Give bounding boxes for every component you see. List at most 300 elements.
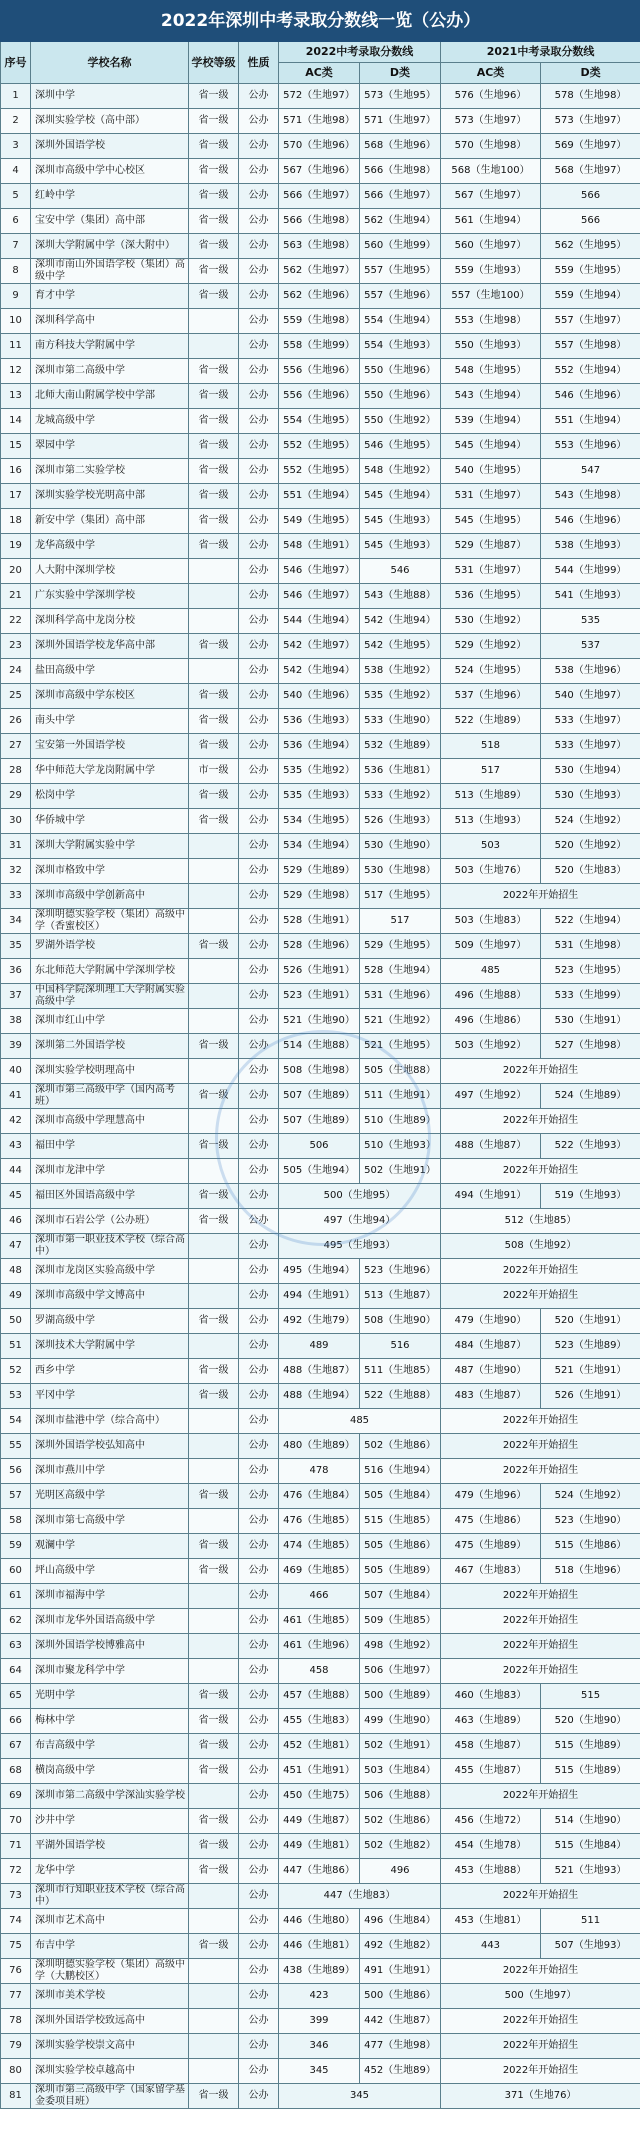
cell-2021-ac: 561（生地94） xyxy=(441,209,541,234)
cell-school-type: 公办 xyxy=(239,1834,279,1859)
cell-school-name: 深圳科学高中 xyxy=(31,309,189,334)
cell-school-level xyxy=(189,959,239,984)
cell-2022-ac: 446（生地80） xyxy=(279,1909,360,1934)
cell-school-name: 龙华高级中学 xyxy=(31,534,189,559)
cell-school-type: 公办 xyxy=(239,709,279,734)
cell-school-name: 深圳市盐港中学（综合高中） xyxy=(31,1409,189,1434)
cell-school-type: 公办 xyxy=(239,409,279,434)
cell-2021-d: 523（生地95） xyxy=(541,959,640,984)
cell-2022-d: 530（生地98） xyxy=(360,859,441,884)
cell-2021-d: 515（生地86） xyxy=(541,1534,640,1559)
cell-index: 28 xyxy=(1,759,31,784)
cell-2021-ac: 455（生地87） xyxy=(441,1759,541,1784)
cell-index: 3 xyxy=(1,134,31,159)
cell-2022-d: 531（生地96） xyxy=(360,984,441,1009)
cell-2021-ac: 531（生地97） xyxy=(441,559,541,584)
table-row xyxy=(1,909,640,934)
cell-2021-ac: 536（生地95） xyxy=(441,584,541,609)
cell-school-name: 盐田高级中学 xyxy=(31,659,189,684)
cell-school-name: 坪山高级中学 xyxy=(31,1559,189,1584)
cell-school-name: 深圳科学高中龙岗分校 xyxy=(31,609,189,634)
table-row xyxy=(1,1634,640,1659)
cell-2022-ac: 556（生地96） xyxy=(279,384,360,409)
cell-index: 79 xyxy=(1,2034,31,2059)
cell-index: 68 xyxy=(1,1759,31,1784)
table-row xyxy=(1,1134,640,1159)
cell-school-name: 深圳外国语学校致远高中 xyxy=(31,2009,189,2034)
cell-school-name: 深圳市格致中学 xyxy=(31,859,189,884)
cell-index: 37 xyxy=(1,984,31,1009)
cell-index: 6 xyxy=(1,209,31,234)
cell-school-name: 深圳市美术学校 xyxy=(31,1984,189,2009)
cell-school-level xyxy=(189,1284,239,1309)
cell-index: 38 xyxy=(1,1009,31,1034)
cell-2021-ac: 479（生地96） xyxy=(441,1484,541,1509)
cell-school-name: 深圳市红山中学 xyxy=(31,1009,189,1034)
cell-2022-d: 505（生地84） xyxy=(360,1484,441,1509)
cell-2021-d: 515（生地84） xyxy=(541,1834,640,1859)
cell-index: 21 xyxy=(1,584,31,609)
cell-school-name: 深圳大学附属实验中学 xyxy=(31,834,189,859)
cell-school-level xyxy=(189,2009,239,2034)
cell-2021-ac: 483（生地87） xyxy=(441,1384,541,1409)
cell-2021-ac: 500（生地97） xyxy=(441,1984,640,2009)
cell-school-type: 公办 xyxy=(239,384,279,409)
cell-school-name: 华侨城中学 xyxy=(31,809,189,834)
header-2022-scores: 2022中考录取分数线 xyxy=(279,42,441,63)
cell-school-name: 深圳外国语学校博雅高中 xyxy=(31,1634,189,1659)
cell-2021-ac: 503 xyxy=(441,834,541,859)
cell-2022-ac: 480（生地89） xyxy=(279,1434,360,1459)
cell-school-type: 公办 xyxy=(239,534,279,559)
cell-school-name: 南头中学 xyxy=(31,709,189,734)
cell-2022-ac: 449（生地81） xyxy=(279,1834,360,1859)
cell-2021-ac: 458（生地87） xyxy=(441,1734,541,1759)
cell-2021-d: 515 xyxy=(541,1684,640,1709)
cell-school-type: 公办 xyxy=(239,434,279,459)
cell-2022-ac: 500（生地95） xyxy=(279,1184,441,1209)
cell-2022-ac: 474（生地85） xyxy=(279,1534,360,1559)
cell-2022-ac: 461（生地96） xyxy=(279,1634,360,1659)
cell-2021-ac: 545（生地95） xyxy=(441,509,541,534)
cell-2021-d: 507（生地93） xyxy=(541,1934,640,1959)
cell-index: 30 xyxy=(1,809,31,834)
table-row xyxy=(1,1259,640,1284)
cell-school-name: 布吉中学 xyxy=(31,1934,189,1959)
cell-2022-d: 529（生地95） xyxy=(360,934,441,959)
table-row xyxy=(1,959,640,984)
cell-2022-ac: 548（生地91） xyxy=(279,534,360,559)
cell-2022-d: 506（生地88） xyxy=(360,1784,441,1809)
cell-2022-d: 507（生地84） xyxy=(360,1584,441,1609)
cell-2022-ac: 488（生地87） xyxy=(279,1359,360,1384)
table-row xyxy=(1,184,640,209)
cell-school-level xyxy=(189,1409,239,1434)
cell-index: 4 xyxy=(1,159,31,184)
cell-index: 35 xyxy=(1,934,31,959)
cell-2022-d: 533（生地92） xyxy=(360,784,441,809)
cell-2022-ac: 399 xyxy=(279,2009,360,2034)
cell-school-type: 公办 xyxy=(239,1809,279,1834)
cell-2022-ac: 449（生地87） xyxy=(279,1809,360,1834)
cell-2022-ac: 566（生地97） xyxy=(279,184,360,209)
cell-school-level xyxy=(189,1884,239,1909)
cell-school-type: 公办 xyxy=(239,159,279,184)
cell-2022-ac: 567（生地96） xyxy=(279,159,360,184)
cell-school-name: 福田区外国语高级中学 xyxy=(31,1184,189,1209)
cell-2021-ac: 522（生地89） xyxy=(441,709,541,734)
cell-index: 54 xyxy=(1,1409,31,1434)
cell-2022-d: 508（生地90） xyxy=(360,1309,441,1334)
cell-school-type: 公办 xyxy=(239,1084,279,1109)
cell-2022-ac: 526（生地91） xyxy=(279,959,360,984)
cell-school-type: 公办 xyxy=(239,1609,279,1634)
cell-school-name: 深圳外国语学校弘知高中 xyxy=(31,1434,189,1459)
cell-school-name: 新安中学（集团）高中部 xyxy=(31,509,189,534)
cell-index: 25 xyxy=(1,684,31,709)
cell-school-type: 公办 xyxy=(239,1934,279,1959)
cell-2021-ac: 454（生地78） xyxy=(441,1834,541,1859)
table-row xyxy=(1,1834,640,1859)
cell-school-name: 深圳外国语学校 xyxy=(31,134,189,159)
cell-school-name: 广东实验中学深圳学校 xyxy=(31,584,189,609)
cell-index: 29 xyxy=(1,784,31,809)
cell-school-name: 光明区高级中学 xyxy=(31,1484,189,1509)
table-row xyxy=(1,1659,640,1684)
table-body xyxy=(1,84,640,2109)
cell-school-type: 公办 xyxy=(239,634,279,659)
cell-2021-d: 527（生地98） xyxy=(541,1034,640,1059)
cell-school-level: 省一级 xyxy=(189,1209,239,1234)
cell-school-type: 公办 xyxy=(239,759,279,784)
cell-2022-d: 528（生地94） xyxy=(360,959,441,984)
cell-school-level xyxy=(189,884,239,909)
cell-school-name: 人大附中深圳学校 xyxy=(31,559,189,584)
cell-2022-ac: 554（生地95） xyxy=(279,409,360,434)
cell-index: 7 xyxy=(1,234,31,259)
cell-school-name: 深圳第二外国语学校 xyxy=(31,1034,189,1059)
cell-school-type: 公办 xyxy=(239,109,279,134)
cell-index: 60 xyxy=(1,1559,31,1584)
cell-2021-d: 515（生地89） xyxy=(541,1759,640,1784)
cell-school-level: 省一级 xyxy=(189,2084,239,2109)
cell-school-name: 深圳市第二高级中学 xyxy=(31,359,189,384)
cell-school-level: 省一级 xyxy=(189,1834,239,1859)
cell-school-name: 南方科技大学附属中学 xyxy=(31,334,189,359)
cell-school-level xyxy=(189,1109,239,1134)
cell-school-level: 省一级 xyxy=(189,259,239,284)
cell-school-name: 深圳市高级中学创新高中 xyxy=(31,884,189,909)
cell-2022-d: 546 xyxy=(360,559,441,584)
cell-2022-ac: 546（生地97） xyxy=(279,559,360,584)
cell-2021-ac: 2022年开始招生 xyxy=(441,1434,640,1459)
cell-school-name: 深圳市第二高级中学深汕实验学校 xyxy=(31,1784,189,1809)
cell-school-level: 省一级 xyxy=(189,284,239,309)
cell-2022-d: 545（生地94） xyxy=(360,484,441,509)
cell-2021-d: 578（生地98） xyxy=(541,84,640,109)
cell-school-name: 红岭中学 xyxy=(31,184,189,209)
cell-2021-d: 518（生地96） xyxy=(541,1559,640,1584)
cell-2022-d: 511（生地91） xyxy=(360,1084,441,1109)
cell-2022-ac: 536（生地94） xyxy=(279,734,360,759)
header-index: 序号 xyxy=(1,42,31,84)
cell-school-type: 公办 xyxy=(239,2009,279,2034)
table-row xyxy=(1,1734,640,1759)
cell-2021-d: 522（生地93） xyxy=(541,1134,640,1159)
cell-2022-d: 550（生地96） xyxy=(360,359,441,384)
table-row xyxy=(1,134,640,159)
cell-index: 81 xyxy=(1,2084,31,2109)
cell-2022-d: 562（生地94） xyxy=(360,209,441,234)
cell-school-name: 深圳市龙华外国语高级中学 xyxy=(31,1609,189,1634)
cell-school-name: 东北师范大学附属中学深圳学校 xyxy=(31,959,189,984)
cell-2022-d: 545（生地93） xyxy=(360,509,441,534)
cell-index: 44 xyxy=(1,1159,31,1184)
cell-2021-d: 546（生地96） xyxy=(541,384,640,409)
cell-2021-d: 557（生地97） xyxy=(541,309,640,334)
cell-school-level xyxy=(189,1634,239,1659)
cell-school-name: 宝安第一外国语学校 xyxy=(31,734,189,759)
cell-2022-ac: 566（生地98） xyxy=(279,209,360,234)
cell-2022-ac: 346 xyxy=(279,2034,360,2059)
cell-school-name: 平冈中学 xyxy=(31,1384,189,1409)
table-row xyxy=(1,884,640,909)
cell-2021-d: 531（生地98） xyxy=(541,934,640,959)
cell-2022-d: 566（生地98） xyxy=(360,159,441,184)
cell-2021-ac: 2022年开始招生 xyxy=(441,1884,640,1909)
cell-school-level: 省一级 xyxy=(189,1359,239,1384)
cell-2021-ac: 463（生地89） xyxy=(441,1709,541,1734)
cell-index: 36 xyxy=(1,959,31,984)
cell-2022-ac: 542（生地94） xyxy=(279,659,360,684)
cell-2021-d: 544（生地99） xyxy=(541,559,640,584)
cell-2022-d: 505（生地89） xyxy=(360,1559,441,1584)
cell-2022-ac: 562（生地96） xyxy=(279,284,360,309)
cell-school-level xyxy=(189,1159,239,1184)
cell-2021-d: 562（生地95） xyxy=(541,234,640,259)
cell-school-name: 西乡中学 xyxy=(31,1359,189,1384)
table-row xyxy=(1,634,640,659)
cell-2022-d: 545（生地93） xyxy=(360,534,441,559)
cell-2022-ac: 521（生地90） xyxy=(279,1009,360,1034)
cell-2021-ac: 529（生地87） xyxy=(441,534,541,559)
cell-2021-ac: 2022年开始招生 xyxy=(441,1584,640,1609)
cell-2022-d: 568（生地96） xyxy=(360,134,441,159)
table-row xyxy=(1,1234,640,1259)
table-row xyxy=(1,434,640,459)
cell-2022-ac: 523（生地91） xyxy=(279,984,360,1009)
cell-2021-d: 533（生地97） xyxy=(541,734,640,759)
cell-2021-d: 568（生地97） xyxy=(541,159,640,184)
table-row xyxy=(1,709,640,734)
cell-2022-d: 505（生地88） xyxy=(360,1059,441,1084)
cell-2022-ac: 506 xyxy=(279,1134,360,1159)
cell-school-level: 省一级 xyxy=(189,1384,239,1409)
cell-school-level xyxy=(189,1609,239,1634)
cell-school-name: 龙城高级中学 xyxy=(31,409,189,434)
cell-school-type: 公办 xyxy=(239,334,279,359)
cell-index: 1 xyxy=(1,84,31,109)
table-row xyxy=(1,1409,640,1434)
cell-school-type: 公办 xyxy=(239,1684,279,1709)
cell-2021-d: 546（生地96） xyxy=(541,509,640,534)
cell-index: 49 xyxy=(1,1284,31,1309)
cell-index: 16 xyxy=(1,459,31,484)
cell-2022-ac: 508（生地98） xyxy=(279,1059,360,1084)
cell-school-level: 省一级 xyxy=(189,1809,239,1834)
cell-2022-d: 536（生地81） xyxy=(360,759,441,784)
cell-2022-ac: 452（生地81） xyxy=(279,1734,360,1759)
cell-school-name: 育才中学 xyxy=(31,284,189,309)
cell-2021-ac: 371（生地76） xyxy=(441,2084,640,2109)
cell-index: 9 xyxy=(1,284,31,309)
table-row xyxy=(1,384,640,409)
cell-school-type: 公办 xyxy=(239,309,279,334)
cell-school-level: 省一级 xyxy=(189,784,239,809)
table-row xyxy=(1,1059,640,1084)
cell-2022-d: 523（生地96） xyxy=(360,1259,441,1284)
cell-school-type: 公办 xyxy=(239,1634,279,1659)
cell-school-level: 省一级 xyxy=(189,634,239,659)
cell-index: 45 xyxy=(1,1184,31,1209)
cell-index: 15 xyxy=(1,434,31,459)
cell-school-level xyxy=(189,1984,239,2009)
cell-2022-ac: 572（生地97） xyxy=(279,84,360,109)
cell-2021-d: 521（生地93） xyxy=(541,1859,640,1884)
table-row xyxy=(1,1559,640,1584)
cell-2022-d: 503（生地84） xyxy=(360,1759,441,1784)
cell-2022-d: 533（生地90） xyxy=(360,709,441,734)
cell-index: 71 xyxy=(1,1834,31,1859)
cell-index: 24 xyxy=(1,659,31,684)
cell-2021-d: 515（生地89） xyxy=(541,1734,640,1759)
cell-index: 27 xyxy=(1,734,31,759)
cell-school-level: 省一级 xyxy=(189,1034,239,1059)
cell-school-level: 省一级 xyxy=(189,1309,239,1334)
table-row xyxy=(1,784,640,809)
cell-school-level xyxy=(189,984,239,1009)
cell-2021-d: 514（生地90） xyxy=(541,1809,640,1834)
table-row xyxy=(1,259,640,284)
table-row xyxy=(1,2084,640,2109)
cell-school-name: 深圳技术大学附属中学 xyxy=(31,1334,189,1359)
table-row xyxy=(1,1534,640,1559)
cell-2022-ac: 438（生地89） xyxy=(279,1959,360,1984)
cell-index: 56 xyxy=(1,1459,31,1484)
cell-school-type: 公办 xyxy=(239,559,279,584)
cell-index: 14 xyxy=(1,409,31,434)
cell-2021-ac: 443 xyxy=(441,1934,541,1959)
cell-school-level xyxy=(189,659,239,684)
cell-school-type: 公办 xyxy=(239,909,279,934)
cell-2021-ac: 453（生地88） xyxy=(441,1859,541,1884)
table-row xyxy=(1,1484,640,1509)
cell-2022-ac: 535（生地93） xyxy=(279,784,360,809)
table-row xyxy=(1,759,640,784)
cell-2021-ac: 460（生地83） xyxy=(441,1684,541,1709)
cell-index: 65 xyxy=(1,1684,31,1709)
cell-school-level: 省一级 xyxy=(189,809,239,834)
table-row xyxy=(1,309,640,334)
cell-school-type: 公办 xyxy=(239,1134,279,1159)
cell-school-level xyxy=(189,1434,239,1459)
header-2021-d: D类 xyxy=(541,63,640,84)
cell-2022-ac: 447（生地86） xyxy=(279,1859,360,1884)
cell-2022-d: 502（生地86） xyxy=(360,1434,441,1459)
cell-2022-ac: 536（生地93） xyxy=(279,709,360,734)
cell-school-name: 深圳市高级中学中心校区 xyxy=(31,159,189,184)
cell-school-level xyxy=(189,2059,239,2084)
cell-2021-d: 519（生地93） xyxy=(541,1184,640,1209)
cell-2022-ac: 461（生地85） xyxy=(279,1609,360,1634)
table-row xyxy=(1,659,640,684)
cell-school-level: 省一级 xyxy=(189,734,239,759)
table-row xyxy=(1,359,640,384)
cell-school-name: 深圳明德实验学校（集团）高级中学（香蜜校区） xyxy=(31,909,189,934)
cell-2022-d: 557（生地95） xyxy=(360,259,441,284)
cell-index: 22 xyxy=(1,609,31,634)
cell-school-name: 深圳实验学校（高中部） xyxy=(31,109,189,134)
cell-2021-ac: 568（生地100） xyxy=(441,159,541,184)
cell-school-name: 深圳市艺术高中 xyxy=(31,1909,189,1934)
cell-school-level xyxy=(189,1234,239,1259)
cell-2022-d: 550（生地92） xyxy=(360,409,441,434)
cell-2022-d: 535（生地92） xyxy=(360,684,441,709)
table-row xyxy=(1,559,640,584)
cell-2021-ac: 512（生地85） xyxy=(441,1209,640,1234)
cell-2022-ac: 469（生地85） xyxy=(279,1559,360,1584)
cell-index: 34 xyxy=(1,909,31,934)
table-row xyxy=(1,609,640,634)
table-row xyxy=(1,1934,640,1959)
table-row xyxy=(1,734,640,759)
cell-2021-ac: 503（生地83） xyxy=(441,909,541,934)
cell-2022-d: 548（生地92） xyxy=(360,459,441,484)
cell-school-type: 公办 xyxy=(239,934,279,959)
cell-index: 75 xyxy=(1,1934,31,1959)
table-row xyxy=(1,1184,640,1209)
cell-school-name: 深圳市高级中学理慧高中 xyxy=(31,1109,189,1134)
cell-school-type: 公办 xyxy=(239,584,279,609)
cell-2022-d: 538（生地92） xyxy=(360,659,441,684)
cell-index: 67 xyxy=(1,1734,31,1759)
table-row xyxy=(1,809,640,834)
cell-2022-ac: 478 xyxy=(279,1459,360,1484)
cell-school-name: 深圳市行知职业技术学校（综合高中） xyxy=(31,1884,189,1909)
cell-school-level: 省一级 xyxy=(189,1734,239,1759)
cell-2021-ac: 2022年开始招生 xyxy=(441,1634,640,1659)
cell-2021-ac: 2022年开始招生 xyxy=(441,1459,640,1484)
table-row xyxy=(1,2059,640,2084)
cell-2022-ac: 528（生地91） xyxy=(279,909,360,934)
cell-school-name: 翠园中学 xyxy=(31,434,189,459)
table-row xyxy=(1,1334,640,1359)
cell-2021-ac: 494（生地91） xyxy=(441,1184,541,1209)
cell-2022-d: 566（生地97） xyxy=(360,184,441,209)
cell-school-name: 北师大南山附属学校中学部 xyxy=(31,384,189,409)
cell-school-type: 公办 xyxy=(239,1984,279,2009)
cell-2021-d: 538（生地93） xyxy=(541,534,640,559)
cell-school-level: 省一级 xyxy=(189,1534,239,1559)
cell-school-type: 公办 xyxy=(239,1759,279,1784)
cell-2022-d: 496 xyxy=(360,1859,441,1884)
cell-2021-d: 524（生地92） xyxy=(541,809,640,834)
cell-index: 33 xyxy=(1,884,31,909)
cell-2022-ac: 488（生地94） xyxy=(279,1384,360,1409)
cell-school-type: 公办 xyxy=(239,134,279,159)
cell-2021-ac: 567（生地97） xyxy=(441,184,541,209)
cell-school-name: 深圳市第一职业技术学校（综合高中） xyxy=(31,1234,189,1259)
